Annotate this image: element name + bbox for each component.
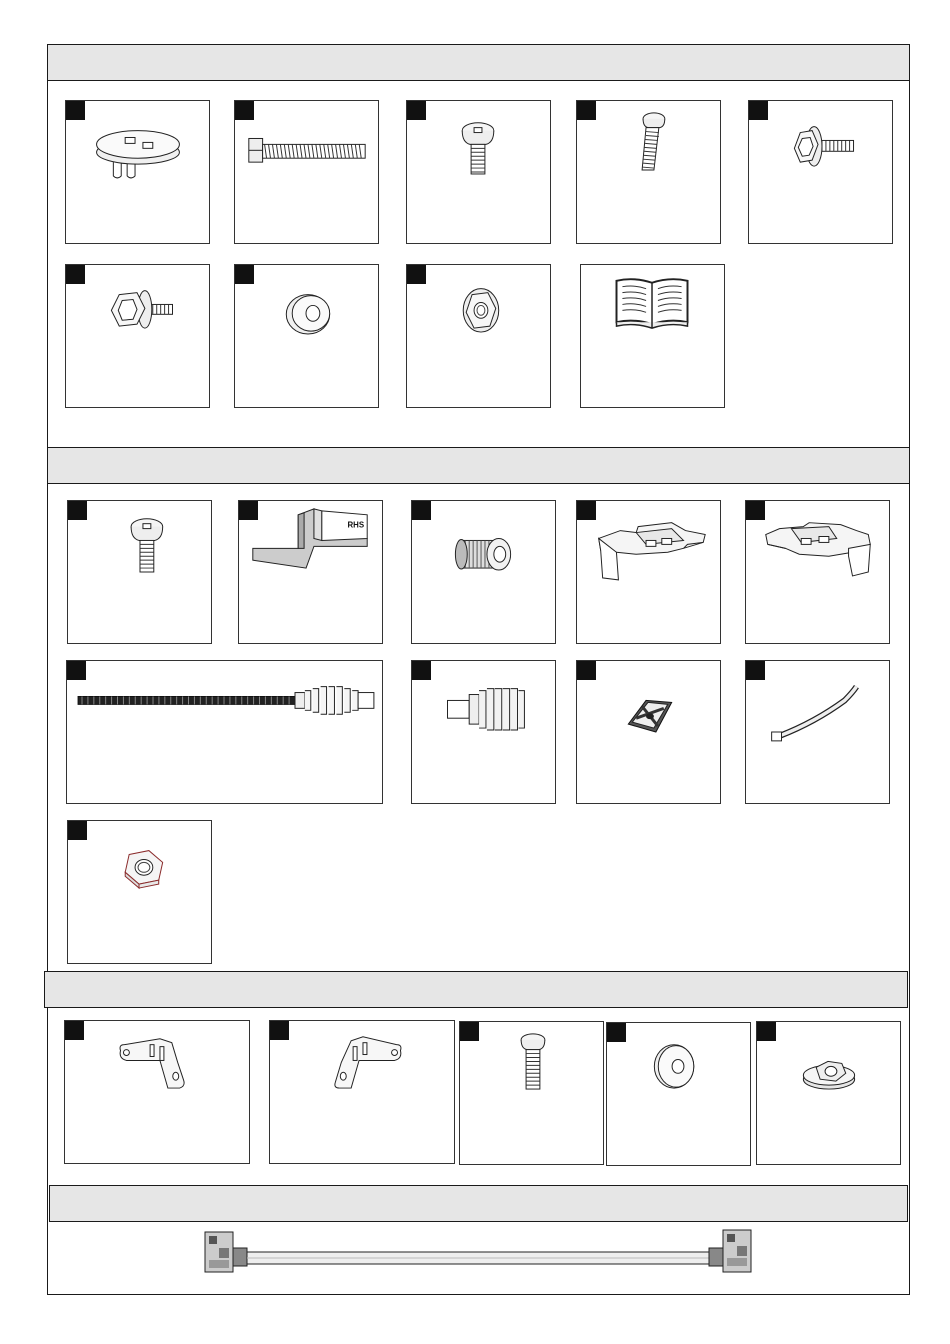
part-cell: [459, 1021, 604, 1165]
part-cell: [576, 100, 721, 244]
section-heading-3: [44, 971, 908, 1008]
right-bracket-clip-icon: [746, 501, 889, 643]
part-cell: [269, 1020, 455, 1164]
hex-nut-icon: [68, 821, 211, 963]
part-cell: [66, 660, 383, 804]
assembled-bar-icon: [49, 1222, 908, 1294]
section-heading-2: [47, 447, 910, 484]
section-heading-1: [47, 44, 910, 81]
hex-bolt-long-icon: [235, 101, 378, 243]
part-cell: [65, 264, 210, 408]
section-heading-4: [49, 1185, 908, 1222]
cable-tie-icon: [746, 661, 889, 803]
spacer-washer-icon: [235, 265, 378, 407]
flange-hex-bolt-icon: [66, 265, 209, 407]
flat-washer-icon: [607, 1023, 750, 1165]
part-cell: [67, 820, 212, 964]
part-cell: [745, 500, 890, 644]
flange-hex-bolt-icon: [749, 101, 892, 243]
part-cell: [748, 100, 893, 244]
rhs-bracket-icon: [239, 501, 382, 643]
part-cell: [406, 264, 551, 408]
button-head-screw-icon: [577, 101, 720, 243]
part-cell: [238, 500, 383, 644]
part-cell: [756, 1021, 901, 1165]
part-cell: [576, 500, 721, 644]
instruction-manual-icon: [581, 265, 724, 407]
assembly-area: [49, 1222, 908, 1294]
part-cell: [411, 500, 556, 644]
part-cell: [64, 1020, 250, 1164]
part-cell: [406, 100, 551, 244]
angle-bracket-left-icon: [65, 1021, 249, 1163]
socket-cap-screw-icon: [68, 501, 211, 643]
flange-nut-icon: [757, 1022, 900, 1164]
part-cell: [67, 500, 212, 644]
part-cell: [65, 100, 210, 244]
part-cell: [580, 264, 725, 408]
part-cell: [576, 660, 721, 804]
angle-bracket-right-icon: [270, 1021, 454, 1163]
part-cell: [234, 264, 379, 408]
part-cell: [234, 100, 379, 244]
rubber-boot-icon: [412, 661, 555, 803]
button-head-screw-icon: [460, 1022, 603, 1164]
flange-nut-icon: [407, 265, 550, 407]
part-cell: [411, 660, 556, 804]
rhs-marking: RHS: [347, 520, 365, 530]
socket-cap-screw-icon: [407, 101, 550, 243]
cap-with-prongs-icon: [66, 101, 209, 243]
threaded-rod-with-boot-icon: [67, 661, 382, 803]
threaded-insert-icon: [412, 501, 555, 643]
part-cell: [606, 1022, 751, 1166]
part-cell: [745, 660, 890, 804]
left-bracket-clip-icon: [577, 501, 720, 643]
cable-tie-mount-icon: [577, 661, 720, 803]
